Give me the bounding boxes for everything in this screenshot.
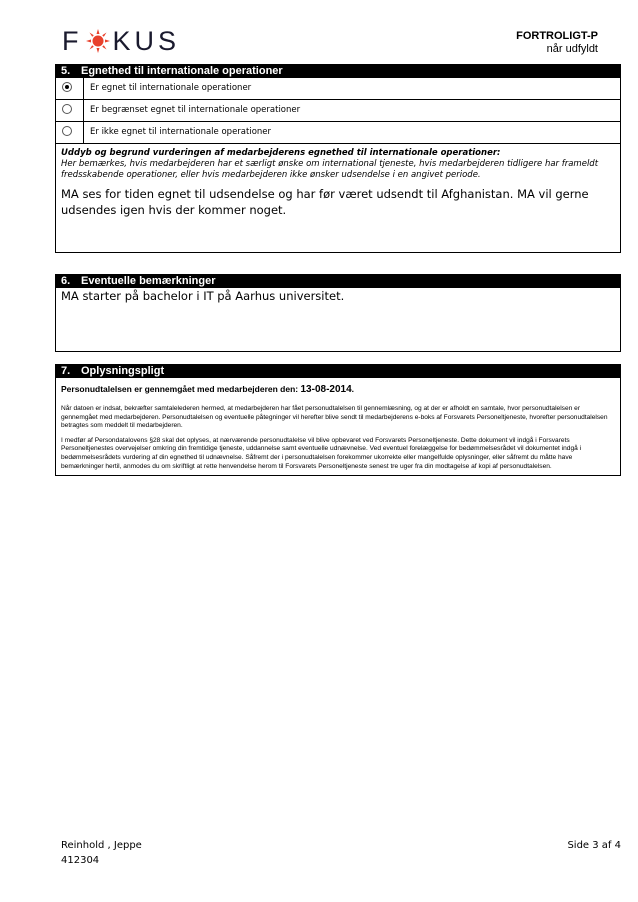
remarks-answer-field[interactable]: MA starter på bachelor i IT på Aarhus universitet. (61, 289, 345, 303)
logo-letter-f: F (62, 25, 83, 56)
suitability-note: Her bemærkes, hvis medarbejderen har et særligt ønske om international tjeneste, hvis medarbejderen tidligere har frameldt fredsskabende operationer, eller hvis medarbejderen ikke ønsker udsendelse i en angivet periode. (61, 159, 599, 180)
suitability-question: Uddyb og begrund vurderingen af medarbejderens egnethed til internationale operationer: (61, 148, 501, 158)
sun-logo-icon (86, 29, 110, 53)
section-number: 5. (61, 65, 71, 77)
section-international-suitability (55, 64, 621, 253)
section-number: 6. (61, 275, 71, 287)
classification-label: FORTROLIGT-P (516, 30, 598, 42)
remarks-body (56, 288, 620, 351)
section-header (56, 365, 620, 378)
footer-employee (61, 838, 142, 868)
option-radio-cell (56, 100, 84, 121)
section-number: 7. (61, 365, 71, 377)
option-row[interactable] (56, 122, 620, 144)
section-remarks (55, 274, 621, 352)
radio-button-icon[interactable] (62, 104, 72, 114)
section-title: Oplysningspligt (81, 365, 165, 377)
option-row[interactable] (56, 78, 620, 100)
option-row[interactable] (56, 100, 620, 122)
option-label: Er begrænset egnet til internationale operationer (90, 105, 301, 115)
option-radio-cell (56, 122, 84, 143)
review-statement: Personudtalelsen er gennemgået med medarbejderen den: 13-08-2014. (61, 384, 355, 395)
section-title: Eventuelle bemærkninger (81, 275, 216, 287)
review-date: 13-08-2014 (300, 384, 352, 395)
page-number: Side 3 af 4 (567, 840, 621, 851)
suitability-answer-field[interactable]: MA ses for tiden egnet til udsendelse og har før været udsendt til Afghanistan. MA vil gerne udsendes igen hvis der kommer noget. (61, 187, 589, 217)
logo-letter-u: U (134, 25, 159, 56)
option-label: Er egnet til internationale operationer (90, 83, 252, 93)
section-header (56, 275, 620, 288)
option-radio-cell (56, 78, 84, 99)
classification-block (516, 30, 598, 56)
logo-letter-k: K (112, 25, 135, 56)
employee-id: 412304 (61, 855, 100, 866)
employee-name: Reinhold , Jeppe (61, 840, 142, 851)
radio-button-icon[interactable] (62, 82, 72, 92)
fokus-logo (62, 26, 180, 56)
suitability-detail (56, 144, 620, 252)
section-header (56, 65, 620, 78)
option-label: Er ikke egnet til internationale operationer (90, 127, 272, 137)
disclosure-paragraph: I medfør af Persondatalovens §28 skal det oplyses, at nærværende personudtalelse vil blive opbevaret ved Forsvarets Personeltjeneste. Dette dokument vil indgå i Forsvarets Personeltjenestes overvejelser omkring din fremtidige tjeneste, uddannelse samt eventuelle udnævnelse. Ved eventuel forelæggelse for bedømmelsesrådet vil dokumentet indgå i bedømmelsesrådets vurdering af din egnethed til udnævnelse. Såfremt der i personudtalelsen forekommer ukorrekte eller mangelfulde oplysninger, eller såfremt du måtte have bemærkninger hertil, anmodes du om skriftligt at rette henvendelse herom til Forsvarets Personeltjeneste senest tre uger fra din modtagelse af kopi af personudtalelsen. (61, 436, 582, 470)
radio-button-icon[interactable] (62, 126, 72, 136)
disclosure-paragraph: Når datoen er indsat, bekræfter samtalelederen hermed, at medarbejderen har fået personudtalelsen til gennemlæsning, og at der er afholdt en samtale, hvor personudtalelsen er gennemgået med medarbejderen. Personudtalelsen og eventuelle påtegninger vil herefter blive sendt til medarbejderens e-boks af Forsvarets Personeltjeneste, hvorefter personudtalelsen betragtes som meddelt til medarbejderen. (61, 405, 608, 430)
classification-note: når udfyldt (546, 43, 598, 55)
section-title: Egnethed til internationale operationer (81, 65, 283, 77)
disclosure-body (56, 378, 620, 475)
section-disclosure (55, 364, 621, 476)
review-label: Personudtalelsen er gennemgået med medarbejderen den: (61, 384, 299, 394)
logo-letter-s: S (158, 25, 181, 56)
